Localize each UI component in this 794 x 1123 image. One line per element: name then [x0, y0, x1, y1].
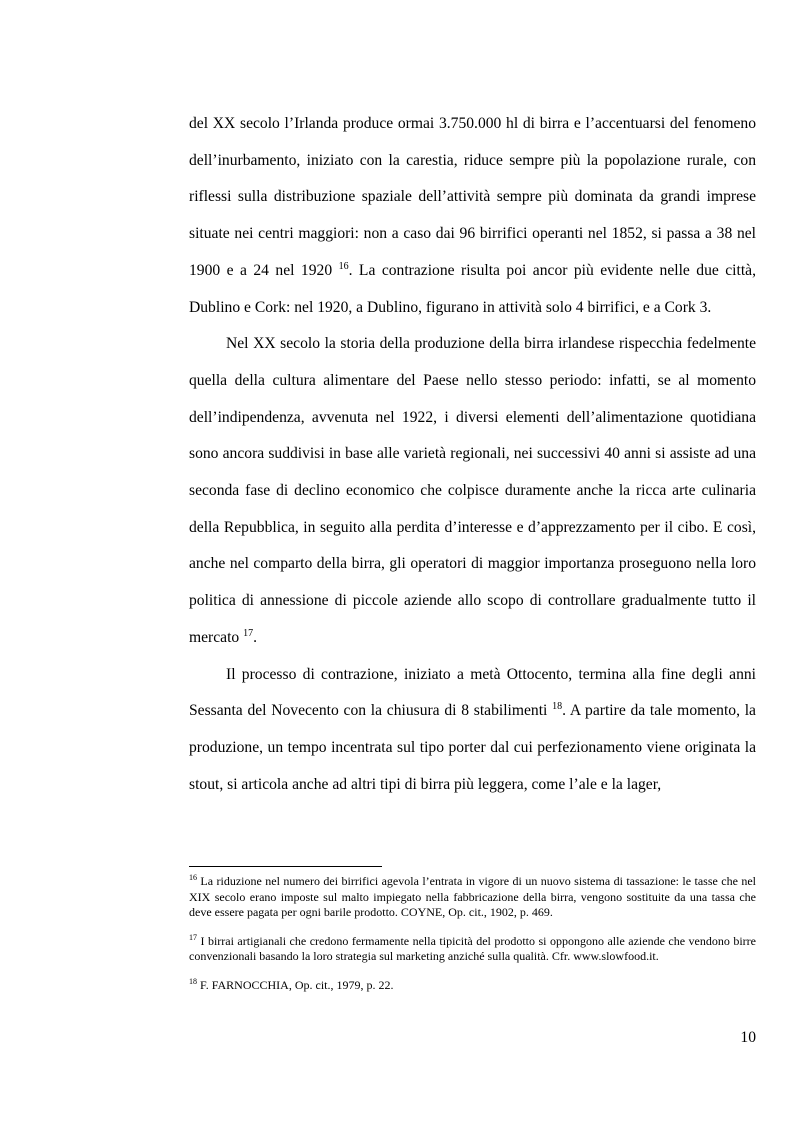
footnote-ref-16[interactable]: 16: [338, 260, 349, 272]
footnote-number: 17: [189, 932, 197, 942]
paragraph-2: [189, 326, 756, 656]
footnote-17: [189, 934, 756, 965]
paragraph-2-text-a: Nel XX secolo la storia della produzione della birra irlandese rispecchia fedelmente quella della cultura alimentare del Paese nello stesso periodo: infatti, se al momento dell’indipendenza, avvenuta nel 1922, i diversi elementi dell’alimentazione quotidiana sono ancora suddivisi in base alle varietà regionali, nei successivi 40 anni si assiste ad una seconda fase di declino economico che colpisce duramente anche la ricca arte culinaria della Repubblica, in seguito alla perdita d’interesse e d’apprezzamento per il cibo. E così, anche nel comparto della birra, gli operatori di maggior importanza proseguono nella loro politica di annessione di piccole aziende allo scopo di controllare gradualmente tutto il mercato: [189, 335, 756, 646]
footnote-text: F. FARNOCCHIA, Op. cit., 1979, p. 22.: [197, 977, 394, 992]
footnote-16: [189, 874, 756, 921]
main-text: [189, 106, 756, 803]
footnote-text: I birrai artigianali che credono fermamente nella tipicità del prodotto si oppongono alle aziende che vendono birre convenzionali basando la loro strategia sul marketing anziché sulla qualità. Cfr. www.slowfood.it.: [189, 933, 756, 963]
page-number: 10: [740, 1029, 756, 1046]
paragraph-1-text-a: del XX secolo l’Irlanda produce ormai 3.750.000 hl di birra e l’accentuarsi del fenomeno dell’inurbamento, iniziato con la carestia, riduce sempre più la popolazione rurale, con riflessi sulla distribuzione spaziale dell’attività sempre più dominata da grandi imprese situate nei centri maggiori: non a caso dai 96 birrifici operanti nel 1852, si passa a 38 nel 1900 e a 24 nel 1920: [189, 115, 756, 279]
paragraph-3: [189, 657, 756, 804]
paragraph-3-text-a: Il processo di contrazione, iniziato a metà Ottocento, termina alla fine degli anni Sessanta del Novecento con la chiusura di 8 stabilimenti: [189, 665, 756, 720]
paragraph-3-text-b: . A partire da tale momento, la produzione, un tempo incentrata sul tipo porter dal cui perfezionamento viene originata la stout, si articola anche ad altri tipi di birra più leggera, come l’ale e la lager,: [189, 702, 756, 793]
footnote-ref-18[interactable]: 18: [552, 701, 563, 713]
footnotes: [189, 874, 756, 1006]
paragraph-1-text-b: . La contrazione risulta poi ancor più evidente nelle due città, Dublino e Cork: nel 1920, a Dublino, figurano in attività solo 4 birrifici, e a Cork 3.: [189, 261, 756, 316]
paragraph-2-text-b: .: [253, 628, 258, 646]
footnote-18: [189, 978, 756, 994]
footnote-ref-17[interactable]: 17: [243, 627, 254, 639]
footnote-text: La riduzione nel numero dei birrifici agevola l’entrata in vigore di un nuovo sistema di tassazione: le tasse che nel XIX secolo erano imposte sul malto impiegato nella fabbricazione della birra, vengono sostituite da una tassa che deve essere pagata per ogni barile prodotto. COYNE, Op. cit., 1902, p. 469.: [189, 874, 756, 919]
footnote-separator: [189, 866, 382, 867]
footnote-number: 18: [189, 976, 197, 986]
paragraph-1: [189, 106, 756, 326]
footnote-number: 16: [189, 873, 197, 882]
